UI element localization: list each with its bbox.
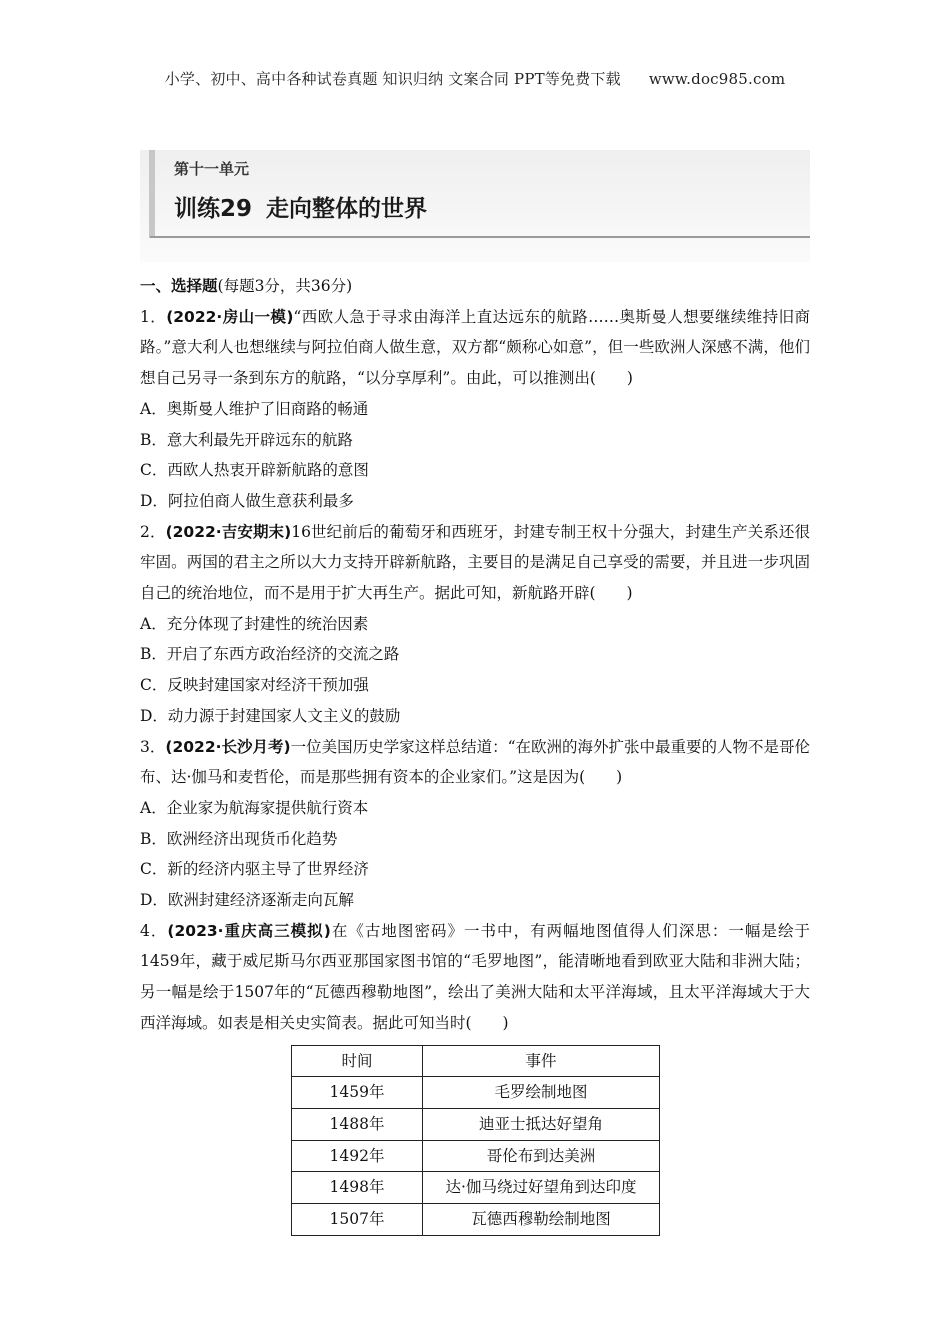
page-header <box>0 68 950 89</box>
header-site-link[interactable]: www.doc985.com <box>648 70 786 88</box>
option-b[interactable]: B．欧洲经济出现货币化趋势 <box>140 829 338 848</box>
table-row <box>292 1204 660 1236</box>
question-stem <box>140 302 810 394</box>
title-text: 走向整体的世界 <box>266 196 428 222</box>
table-header-row <box>292 1045 660 1077</box>
question-text: 在《古地图密码》一书中，有两幅地图值得人们深思：一幅是绘于1459年，藏于威尼斯马尔西亚那国家图书馆的“毛罗地图”，能清晰地看到欧亚大陆和非洲大陆；另一幅是绘于1507年的“瓦德西穆勒地图”，绘出了美洲大陆和太平洋海域，且太平洋海域大于大西洋海域。如表是相关史实简表。据此可知当时( ) <box>140 921 810 1032</box>
question-stem <box>140 732 810 793</box>
table-cell-time: 1459年 <box>292 1077 423 1109</box>
question-text: 一位美国历史学家这样总结道：“在欧洲的海外扩张中最重要的人物不是哥伦布、达·伽马和麦哲伦，而是那些拥有资本的企业家们。”这是因为( ) <box>140 737 811 787</box>
table-row <box>292 1140 660 1172</box>
option-a[interactable]: A．奥斯曼人维护了旧商路的畅通 <box>140 399 369 418</box>
table-row <box>292 1172 660 1204</box>
question-source: (2022·长沙月考) <box>165 737 291 756</box>
question-2 <box>140 517 810 732</box>
section-note: (每题3分，共36分) <box>217 277 353 295</box>
exam-content <box>140 271 810 1236</box>
option-b[interactable]: B．开启了东西方政治经济的交流之路 <box>140 645 400 664</box>
title-number: 训练29 <box>174 196 253 222</box>
table-cell-time: 1492年 <box>292 1140 423 1172</box>
option-a[interactable]: A．充分体现了封建性的统治因素 <box>140 614 369 633</box>
table-cell-time: 1507年 <box>292 1204 423 1236</box>
question-text: “西欧人急于寻求由海洋上直达远东的航路……奥斯曼人想要继续维持旧商路。”意大利人也想继续与阿拉伯商人做生意，双方都“颇称心如意”，但一些欧洲人深感不满，他们想自己另寻一条到东方的航路，“以分享厚利”。由此，可以推测出( ) <box>140 307 810 388</box>
table-cell-event: 瓦德西穆勒绘制地图 <box>423 1204 660 1236</box>
table-cell-time: 1488年 <box>292 1108 423 1140</box>
header-text: 小学、初中、高中各种试卷真题 知识归纳 文案合同 PPT等免费下载 <box>164 70 621 88</box>
question-text: 16世纪前后的葡萄牙和西班牙，封建专制王权十分强大，封建生产关系还很牢固。两国的君主之所以大力支持开辟新航路，主要目的是满足自己享受的需要，并且进一步巩固自己的统治地位，而不是用于扩大再生产。据此可知，新航路开辟( ) <box>140 522 810 603</box>
option-c[interactable]: C．反映封建国家对经济干预加强 <box>140 676 369 695</box>
events-table <box>291 1045 660 1236</box>
table-cell-event: 达·伽马绕过好望角到达印度 <box>423 1172 660 1204</box>
table-cell-event: 毛罗绘制地图 <box>423 1077 660 1109</box>
table-cell-event: 迪亚士抵达好望角 <box>423 1108 660 1140</box>
table-header-event: 事件 <box>423 1045 660 1077</box>
option-d[interactable]: D．动力源于封建国家人文主义的鼓励 <box>140 706 401 725</box>
table-header-time: 时间 <box>292 1045 423 1077</box>
question-source: (2022·房山一模) <box>166 307 294 326</box>
banner-stripe <box>149 150 155 238</box>
question-stem <box>140 517 810 609</box>
question-4 <box>140 916 810 1039</box>
section-heading: 一、选择题 <box>140 277 218 295</box>
question-number: 2． <box>140 522 166 541</box>
question-source: (2022·吉安期末) <box>165 522 292 541</box>
question-stem <box>140 916 810 1039</box>
table-row <box>292 1108 660 1140</box>
question-1 <box>140 302 810 517</box>
unit-banner <box>140 150 810 262</box>
question-source: (2023·重庆高三模拟) <box>167 921 331 940</box>
unit-label: 第十一单元 <box>174 160 250 178</box>
question-number: 1． <box>140 307 167 326</box>
option-c[interactable]: C．西欧人热衷开辟新航路的意图 <box>140 461 369 480</box>
option-c[interactable]: C．新的经济内驱主导了世界经济 <box>140 860 369 879</box>
option-a[interactable]: A．企业家为航海家提供航行资本 <box>140 798 369 817</box>
option-d[interactable]: D．阿拉伯商人做生意获利最多 <box>140 491 354 510</box>
table-cell-event: 哥伦布到达美洲 <box>423 1140 660 1172</box>
table-cell-time: 1498年 <box>292 1172 423 1204</box>
table-row <box>292 1077 660 1109</box>
section-title <box>140 271 810 302</box>
question-number: 3． <box>140 737 166 756</box>
option-b[interactable]: B．意大利最先开辟远东的航路 <box>140 430 353 449</box>
question-3 <box>140 732 810 916</box>
banner-rule <box>150 236 810 238</box>
page-title <box>174 190 427 223</box>
question-number: 4． <box>140 921 168 940</box>
option-d[interactable]: D．欧洲封建经济逐渐走向瓦解 <box>140 891 354 910</box>
